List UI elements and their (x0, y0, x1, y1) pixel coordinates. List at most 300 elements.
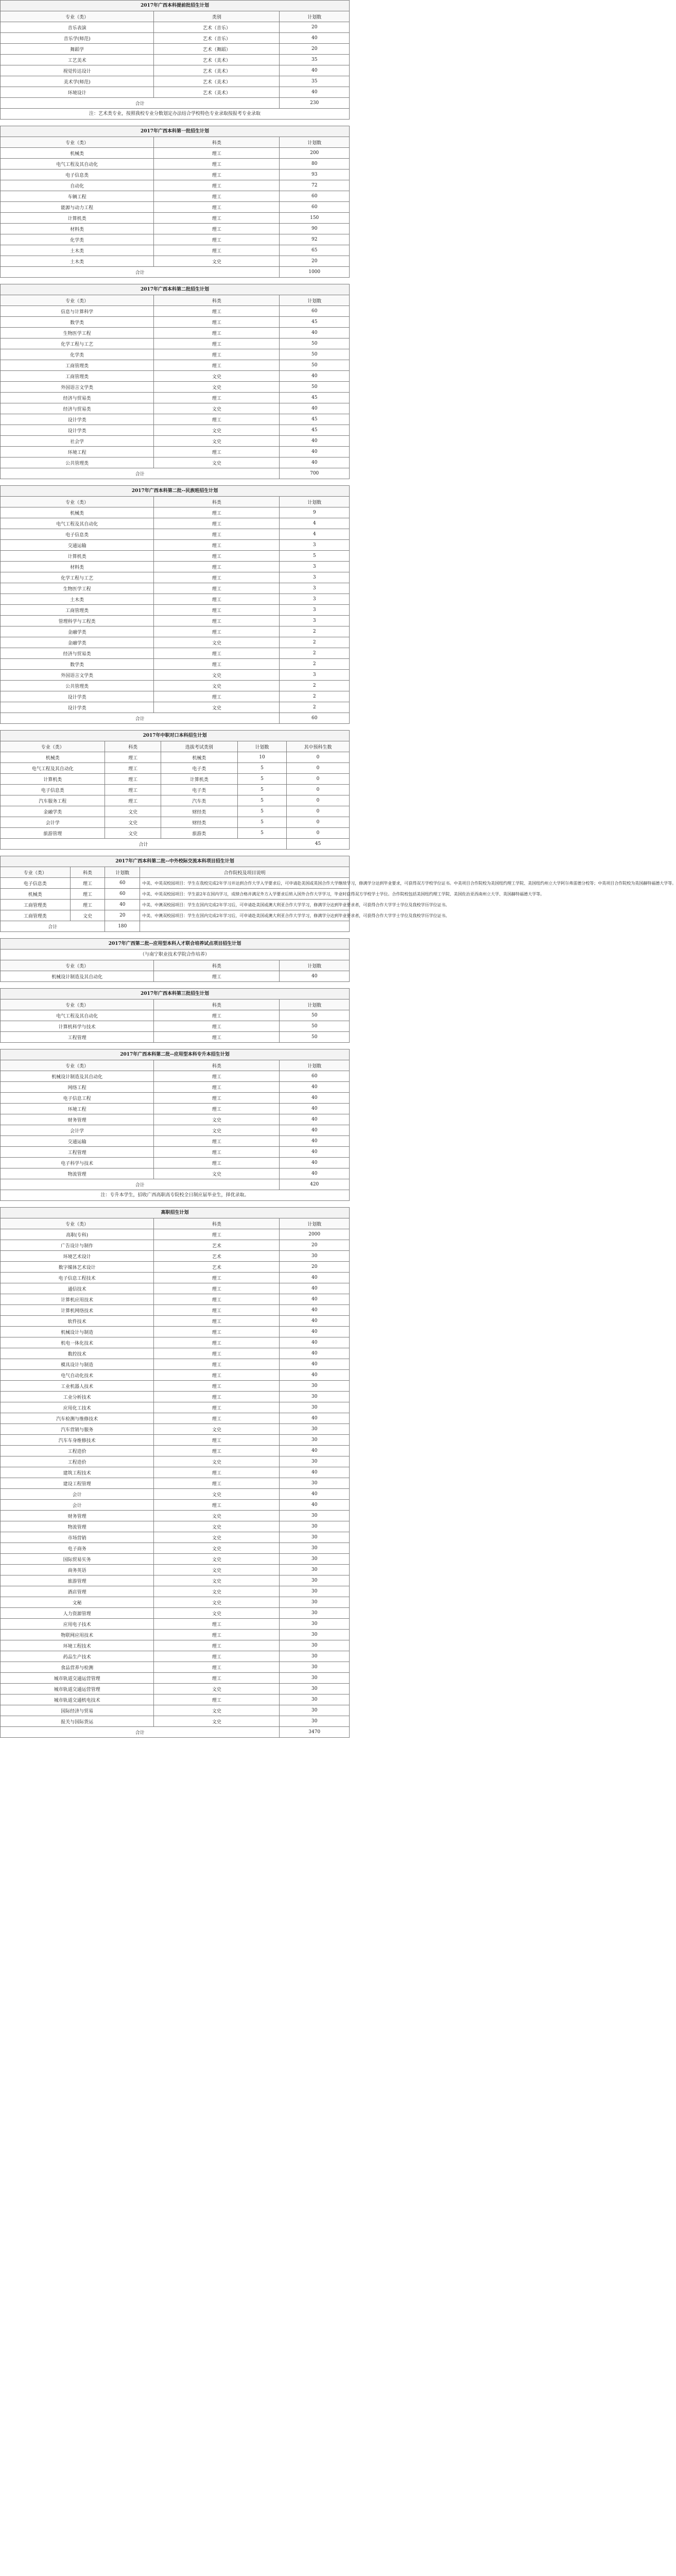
table-cell: 高职(专科) (1, 1229, 154, 1240)
table-row (1, 1467, 350, 1478)
table-cell: 30 (280, 1543, 350, 1554)
table-row (1, 1147, 350, 1158)
table-row (1, 551, 350, 562)
table-cell: 理工 (154, 1392, 280, 1402)
table-cell: 30 (280, 1651, 350, 1662)
table-cell: 公共管理类 (1, 681, 154, 691)
description-cell: 中美、中英双校园项目：学生在我校完成2年学习并达到合作大学入学要求后，可申请赴美国或英国合作大学继续学习，修满学分达到毕业要求，可获得双方学校学位证书。中美项目合作院校为美国纽约理工学院、美国纽约州立大学阿尔弗雷德分校等；中英项目合作院校为英国赫特福德大学等。 (140, 878, 350, 889)
table-cell: 广告设计与制作 (1, 1240, 154, 1251)
table-cell: 交通运输 (1, 1136, 154, 1147)
column-header: 专业（类） (1, 999, 154, 1010)
table-cell: 理工 (154, 1082, 280, 1093)
table-cell: 理工 (154, 1229, 280, 1240)
table-cell: 物联网应用技术 (1, 1630, 154, 1640)
table-cell: 软件技术 (1, 1316, 154, 1327)
table-row (1, 572, 350, 583)
table-cell: 艺术（美术） (154, 87, 280, 98)
table-cell: 电子信息类 (1, 785, 105, 795)
table-row (1, 180, 350, 191)
table-row (1, 910, 350, 921)
table-row (1, 702, 350, 713)
table-cell: 30 (280, 1424, 350, 1435)
table-cell: 文史 (154, 637, 280, 648)
table-cell: 电气工程及其自动化 (1, 763, 105, 774)
table-row (1, 1608, 350, 1619)
table-cell: 国际贸易实务 (1, 1554, 154, 1565)
table-cell: 理工 (154, 1158, 280, 1168)
section-third-batch (0, 988, 350, 1043)
table-cell: 理工 (154, 1316, 280, 1327)
table-row (1, 507, 350, 518)
table-cell: 环境工程 (1, 447, 154, 457)
table-cell: 环境艺术设计 (1, 1251, 154, 1262)
table-row (1, 1489, 350, 1500)
table-cell: 理工 (154, 1273, 280, 1283)
section-early-batch (0, 0, 350, 120)
table-cell: 理工 (154, 1467, 280, 1478)
note-text: 注：专升本学生，招收广西高职高专院校全日制应届毕业生，择优录取。 (1, 1190, 350, 1201)
table-cell: 理工 (154, 1478, 280, 1489)
table-cell: 理工 (154, 1402, 280, 1413)
table-cell: 9 (280, 507, 350, 518)
table-row (1, 170, 350, 180)
table-row (1, 774, 350, 785)
table-cell: 30 (280, 1586, 350, 1597)
table-cell: 自动化 (1, 180, 154, 191)
table-row (1, 1359, 350, 1370)
table-cell: 计算机网络技术 (1, 1305, 154, 1316)
table-cell: 视觉传达设计 (1, 65, 154, 76)
column-header: 其中预科生数 (286, 741, 349, 752)
table-row (1, 1370, 350, 1381)
table-cell: 理工 (154, 507, 280, 518)
table-cell: 土木类 (1, 594, 154, 605)
table-cell: 文史 (154, 1543, 280, 1554)
table-row (1, 1651, 350, 1662)
table-cell: 30 (280, 1716, 350, 1727)
column-header: 科类 (154, 295, 280, 306)
table-cell: 60 (280, 1071, 350, 1082)
table-row (1, 1168, 350, 1179)
table-cell: 文史 (154, 1532, 280, 1543)
table-cell: 理工 (154, 213, 280, 224)
table-cell: 理工 (105, 795, 161, 806)
table-cell: 30 (280, 1640, 350, 1651)
table-cell: 文史 (154, 1456, 280, 1467)
table-cell: 电子信息类 (1, 529, 154, 540)
table-cell: 40 (280, 1114, 350, 1125)
table-row (1, 436, 350, 447)
table-cell: 理工 (154, 626, 280, 637)
table-cell: 理工 (154, 551, 280, 562)
column-header: 专业（类） (1, 295, 154, 306)
total-row (1, 713, 350, 724)
table-row (1, 785, 350, 795)
table-cell: 艺术（美术） (154, 65, 280, 76)
table-cell: 30 (280, 1673, 350, 1684)
table-cell: 理工 (154, 1032, 280, 1043)
table-cell: 3 (280, 562, 350, 572)
table-cell: 40 (280, 403, 350, 414)
table-cell: 国际经济与贸易 (1, 1705, 154, 1716)
table-cell: 文史 (154, 1521, 280, 1532)
note-row (1, 109, 350, 120)
table-cell: 汽车检测与维修技术 (1, 1413, 154, 1424)
table-cell: 40 (280, 1147, 350, 1158)
table-cell: 财经类 (161, 817, 237, 828)
section-vocational-to-bachelor (0, 730, 350, 850)
table-cell: 40 (280, 1467, 350, 1478)
table-row (1, 403, 350, 414)
table-cell: 理工 (154, 338, 280, 349)
table-cell: 车辆工程 (1, 191, 154, 202)
column-header: 专业（类） (1, 867, 71, 878)
table-row (1, 637, 350, 648)
column-header: 专业（类） (1, 960, 154, 971)
table-cell: 金融学类 (1, 806, 105, 817)
table-cell: 30 (280, 1705, 350, 1716)
table-cell: 理工 (154, 180, 280, 191)
table-cell: 设计学类 (1, 425, 154, 436)
table-row (1, 1093, 350, 1104)
table-row (1, 817, 350, 828)
table-cell: 30 (280, 1662, 350, 1673)
table-cell: 20 (280, 1262, 350, 1273)
section-subtitle: （与南宁职业技术学院合作培养） (0, 949, 350, 960)
table-cell: 电子类 (161, 763, 237, 774)
table-cell: 管理科学与工程类 (1, 616, 154, 626)
total-row (1, 1179, 350, 1190)
table-cell: 理工 (154, 594, 280, 605)
table-cell: 理工 (154, 1500, 280, 1511)
table-cell: 文史 (154, 1489, 280, 1500)
table-cell: 30 (280, 1619, 350, 1630)
table-row (1, 191, 350, 202)
table-cell: 汽车类 (161, 795, 237, 806)
table-row (1, 1424, 350, 1435)
table-cell: 能源与动力工程 (1, 202, 154, 213)
table-cell: 35 (280, 55, 350, 65)
table-row (1, 1240, 350, 1251)
table-cell: 3 (280, 616, 350, 626)
table-row (1, 681, 350, 691)
table-cell: 文史 (154, 457, 280, 468)
table-cell: 数学类 (1, 659, 154, 670)
table-row (1, 224, 350, 234)
table-row (1, 76, 350, 87)
table-row (1, 1446, 350, 1456)
table-row (1, 256, 350, 267)
table-cell: 理工 (154, 1337, 280, 1348)
column-header: 科类 (154, 137, 280, 148)
table-cell: 文史 (154, 403, 280, 414)
table-cell: 40 (280, 1273, 350, 1283)
table-row (1, 1032, 350, 1043)
table-cell: 理工 (154, 1093, 280, 1104)
column-header: 计划数 (280, 137, 350, 148)
table-cell: 机械设计与制造 (1, 1327, 154, 1337)
table-cell: 理工 (154, 1283, 280, 1294)
table-cell: 化学工程与工艺 (1, 572, 154, 583)
table-cell: 机械类 (1, 507, 154, 518)
table-cell: 5 (238, 817, 287, 828)
table-cell: 50 (280, 382, 350, 393)
table-cell: 电子信息工程 (1, 1093, 154, 1104)
table-cell: 建设工程管理 (1, 1478, 154, 1489)
table-cell: 土木类 (1, 245, 154, 256)
table-cell: 20 (280, 256, 350, 267)
table-cell: 4 (280, 529, 350, 540)
section-higher-vocational (0, 1207, 350, 1738)
table-cell: 80 (280, 159, 350, 170)
table-cell: 文史 (154, 1597, 280, 1608)
table-row (1, 1262, 350, 1273)
table-cell: 理工 (154, 1413, 280, 1424)
table-row (1, 382, 350, 393)
table-cell: 理工 (154, 1021, 280, 1032)
table-cell: 0 (286, 763, 349, 774)
table-cell: 2 (280, 648, 350, 659)
table-cell: 理工 (154, 572, 280, 583)
table-cell: 理工 (154, 691, 280, 702)
table-cell: 艺术（舞蹈） (154, 44, 280, 55)
table-cell: 金融学类 (1, 626, 154, 637)
table-row (1, 65, 350, 76)
table-cell: 艺术 (154, 1262, 280, 1273)
table-cell: 30 (280, 1684, 350, 1694)
table-row (1, 1705, 350, 1716)
table-cell: 机械类 (1, 148, 154, 159)
table-row (1, 1673, 350, 1684)
total-value: 700 (280, 468, 350, 479)
table-cell: 0 (286, 806, 349, 817)
description-cell: 中美、中澳双校园项目：学生在国内完成2年学习后，可申请赴美国或澳大利亚合作大学学习，修满学分达到毕业要求者，可获得合作大学学士学位及我校学历学位证书。 (140, 900, 350, 910)
major-cell: 机械类 (1, 889, 71, 900)
table-cell: 0 (286, 817, 349, 828)
table-row (1, 360, 350, 371)
table-cell: 理工 (154, 659, 280, 670)
category-cell: 理工 (70, 878, 105, 889)
section-sino-foreign (0, 856, 676, 932)
table-cell: 理工 (154, 1630, 280, 1640)
major-cell: 工商管理类 (1, 910, 71, 921)
table-cell: 文史 (105, 828, 161, 839)
table-cell: 50 (280, 1032, 350, 1043)
table-row (1, 159, 350, 170)
table-cell: 工程造价 (1, 1456, 154, 1467)
table-row (1, 1104, 350, 1114)
table-row (1, 1694, 350, 1705)
section-title: 2017年广西本科第一批招生计划 (0, 126, 350, 137)
table-cell: 文史 (154, 1705, 280, 1716)
ethnic-class-table (0, 496, 350, 724)
table-row (1, 1532, 350, 1543)
table-cell: 电气工程及其自动化 (1, 159, 154, 170)
total-row (1, 839, 350, 850)
table-cell: 电气工程及其自动化 (1, 1010, 154, 1021)
table-row (1, 878, 350, 889)
table-row (1, 338, 350, 349)
table-cell: 5 (238, 763, 287, 774)
upgrade-table (0, 1060, 350, 1201)
table-cell: 理工 (154, 447, 280, 457)
table-cell: 文史 (154, 702, 280, 713)
table-cell: 40 (280, 65, 350, 76)
table-cell: 会计 (1, 1489, 154, 1500)
table-cell: 社会学 (1, 436, 154, 447)
table-cell: 理工 (154, 1359, 280, 1370)
table-cell: 理工 (105, 763, 161, 774)
column-header: 计划数 (280, 497, 350, 507)
table-row (1, 306, 350, 317)
column-header: 计划数 (238, 741, 287, 752)
table-cell: 经济与贸易类 (1, 403, 154, 414)
total-label: 合计 (1, 839, 287, 850)
table-cell: 数学类 (1, 317, 154, 328)
table-row (1, 1511, 350, 1521)
table-row (1, 806, 350, 817)
table-cell: 外国语言文学类 (1, 382, 154, 393)
table-row (1, 1630, 350, 1640)
table-cell: 理工 (154, 518, 280, 529)
table-row (1, 1565, 350, 1575)
table-cell: 92 (280, 234, 350, 245)
table-cell: 0 (286, 752, 349, 763)
table-cell: 3 (280, 605, 350, 616)
table-row (1, 1640, 350, 1651)
table-cell: 30 (280, 1511, 350, 1521)
section-title: 2017年广西本科第二批--民族班招生计划 (0, 485, 350, 496)
table-cell: 工商管理类 (1, 605, 154, 616)
table-row (1, 529, 350, 540)
table-cell: 物流管理 (1, 1521, 154, 1532)
table-cell: 文史 (154, 1608, 280, 1619)
table-cell: 文史 (154, 436, 280, 447)
column-header: 科类 (70, 867, 105, 878)
table-cell: 计算机类 (1, 213, 154, 224)
table-cell: 机械类 (161, 752, 237, 763)
table-cell: 汽车车身维修技术 (1, 1435, 154, 1446)
table-cell: 人力资源管理 (1, 1608, 154, 1619)
table-cell: 40 (280, 1305, 350, 1316)
table-row (1, 213, 350, 224)
table-cell: 40 (280, 1093, 350, 1104)
table-row (1, 44, 350, 55)
table-cell: 生物医学工程 (1, 328, 154, 338)
table-cell: 工程管理 (1, 1032, 154, 1043)
table-cell: 计算机类 (161, 774, 237, 785)
column-header: 专业（类） (1, 497, 154, 507)
table-cell: 5 (238, 785, 287, 795)
table-cell: 会计 (1, 1500, 154, 1511)
table-cell: 理工 (154, 1651, 280, 1662)
table-cell: 通信技术 (1, 1283, 154, 1294)
table-row (1, 1662, 350, 1673)
table-cell: 40 (280, 1348, 350, 1359)
table-cell: 生物医学工程 (1, 583, 154, 594)
table-cell: 理工 (154, 562, 280, 572)
table-cell: 2 (280, 691, 350, 702)
table-cell: 材料类 (1, 224, 154, 234)
table-cell: 旅游管理 (1, 1575, 154, 1586)
table-cell: 外国语言文学类 (1, 670, 154, 681)
table-cell: 文史 (154, 382, 280, 393)
table-row (1, 562, 350, 572)
table-row (1, 1478, 350, 1489)
column-header: 计划数 (280, 1060, 350, 1071)
table-cell: 工商管理类 (1, 371, 154, 382)
table-cell: 50 (280, 1021, 350, 1032)
table-cell: 40 (280, 1168, 350, 1179)
table-cell: 40 (280, 1500, 350, 1511)
note-text: 注：艺术类专业，按照我校专业分数划定办法结合学校特色专业录取按报考专业录取 (1, 109, 350, 120)
count-cell: 60 (105, 878, 140, 889)
table-cell: 理工 (154, 191, 280, 202)
table-cell: 30 (280, 1521, 350, 1532)
table-cell: 文史 (154, 256, 280, 267)
table-cell: 艺术（美术） (154, 55, 280, 65)
section-title: 2017年广西本科第二批--中外校际交流本科项目招生计划 (0, 856, 350, 867)
column-header: 合作院校及项目说明 (140, 867, 350, 878)
table-cell: 45 (280, 425, 350, 436)
table-cell: 理工 (154, 616, 280, 626)
column-header: 专业（类） (1, 11, 154, 22)
second-batch-table (0, 295, 350, 479)
table-cell: 环境工程技术 (1, 1640, 154, 1651)
table-cell: 3 (280, 583, 350, 594)
table-cell: 35 (280, 76, 350, 87)
table-cell: 机械类 (1, 752, 105, 763)
table-cell: 建筑工程技术 (1, 1467, 154, 1478)
table-cell: 文史 (154, 371, 280, 382)
table-cell: 工商管理类 (1, 360, 154, 371)
table-cell: 理工 (154, 414, 280, 425)
table-cell: 理工 (154, 202, 280, 213)
table-row (1, 670, 350, 681)
table-cell: 应用化工技术 (1, 1402, 154, 1413)
table-cell: 40 (280, 1158, 350, 1168)
table-row (1, 1586, 350, 1597)
total-row (1, 98, 350, 109)
table-cell: 交通运输 (1, 540, 154, 551)
sino-foreign-table (0, 867, 676, 932)
table-cell: 40 (280, 1082, 350, 1093)
table-cell: 30 (280, 1456, 350, 1467)
table-cell: 200 (280, 148, 350, 159)
table-cell: 文史 (154, 1168, 280, 1179)
total-row (1, 921, 350, 932)
table-cell: 计算机类 (1, 551, 154, 562)
table-cell: 2 (280, 637, 350, 648)
table-cell: 化学类 (1, 234, 154, 245)
table-cell: 20 (280, 44, 350, 55)
column-header: 计划数 (105, 867, 140, 878)
vocational-table (0, 741, 350, 850)
table-cell: 30 (280, 1575, 350, 1586)
table-row (1, 393, 350, 403)
table-cell: 理工 (154, 1370, 280, 1381)
table-cell: 理工 (105, 752, 161, 763)
total-value: 230 (280, 98, 350, 109)
table-row (1, 691, 350, 702)
table-cell: 2000 (280, 1229, 350, 1240)
total-value: 45 (286, 839, 349, 850)
table-row (1, 1294, 350, 1305)
table-row (1, 148, 350, 159)
table-cell: 电子商务 (1, 1543, 154, 1554)
table-cell: 40 (280, 1489, 350, 1500)
total-value: 1000 (280, 267, 350, 278)
